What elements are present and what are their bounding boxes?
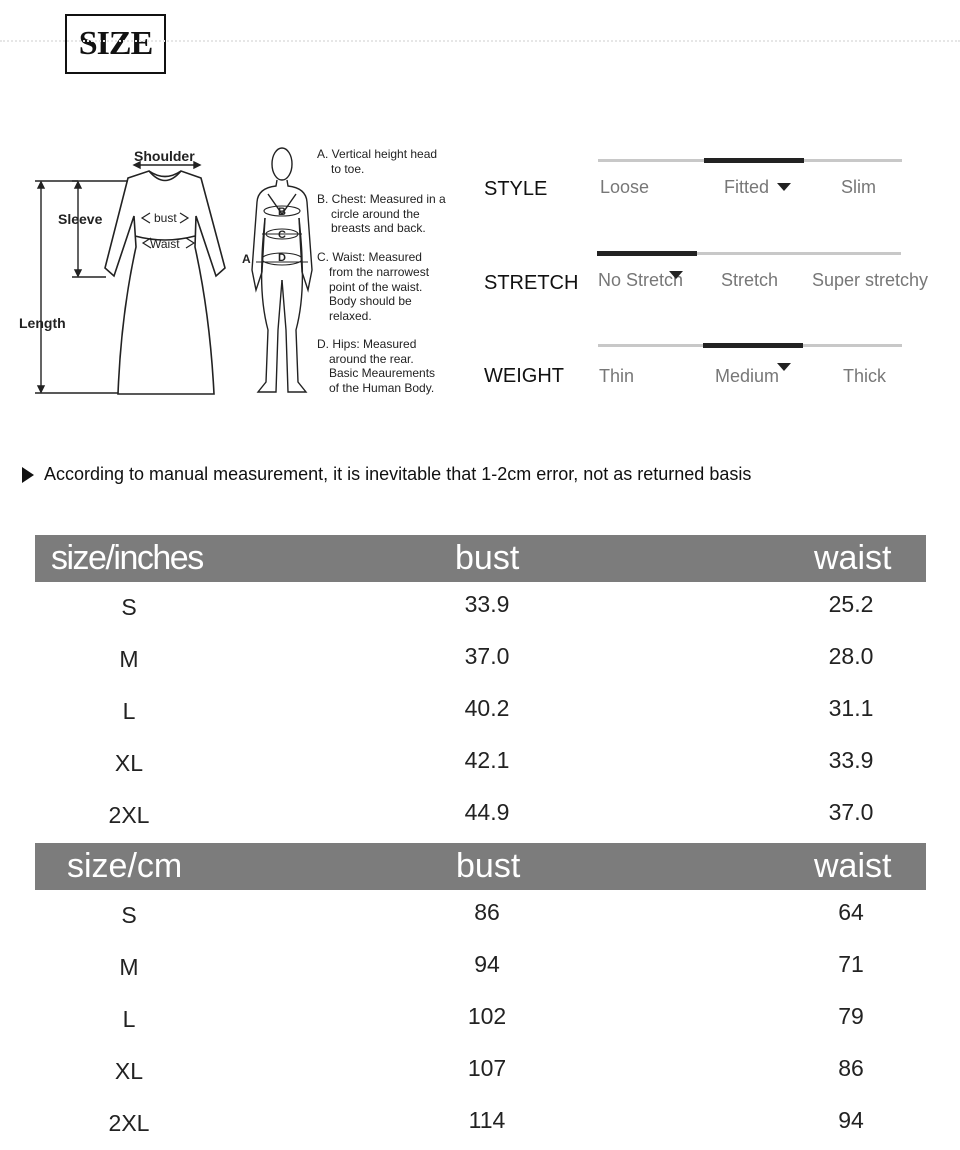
play-triangle-icon	[22, 467, 34, 483]
header-size: size/cm	[67, 847, 183, 885]
sleeve-arrow-icon	[72, 181, 128, 277]
note-d-line-4: of the Human Body.	[329, 381, 435, 395]
cell-waist: 28.0	[828, 643, 874, 669]
cell-waist: 25.2	[828, 591, 874, 617]
cell-bust: 86	[474, 899, 500, 925]
stretch-scale	[484, 251, 934, 311]
table-header	[35, 535, 926, 582]
weight-selected-marker-icon	[777, 363, 791, 371]
cell-size: XL	[114, 1058, 144, 1084]
cell-size: L	[122, 698, 136, 724]
note-a-line-2: to toe.	[331, 162, 365, 176]
sleeve-label: Sleeve	[58, 211, 103, 227]
table-header	[35, 843, 926, 890]
weight-track-active	[703, 343, 803, 348]
cell-size: S	[121, 594, 137, 620]
measurement-diagram-svg	[0, 130, 460, 410]
table-row	[35, 890, 926, 942]
style-track-active	[704, 158, 804, 163]
table-row	[35, 1098, 926, 1150]
cell-bust: 42.1	[464, 747, 510, 773]
weight-option-thick: Thick	[843, 366, 887, 386]
cell-size: 2XL	[108, 1110, 150, 1136]
header-waist: waist	[814, 539, 892, 577]
table-row	[35, 790, 926, 842]
weight-option-thin: Thin	[599, 366, 635, 386]
stretch-option-stretch: Stretch	[721, 270, 779, 290]
note-c-line-2: from the narrowest	[329, 265, 430, 279]
bust-label: bust	[154, 211, 177, 225]
measurement-notes	[317, 147, 446, 395]
weight-label: WEIGHT	[484, 365, 564, 387]
marker-b: B	[278, 206, 286, 218]
note-c-line-3: point of the waist.	[329, 280, 423, 294]
cell-bust: 44.9	[464, 799, 510, 825]
note-d-line-1: D. Hips: Measured	[317, 337, 417, 351]
table-row	[35, 942, 926, 994]
cell-bust: 114	[468, 1107, 506, 1133]
divider	[0, 40, 960, 42]
stretch-selected-marker-icon	[669, 271, 683, 279]
table-row	[35, 738, 926, 790]
note-d-line-2: around the rear.	[329, 352, 414, 366]
cell-waist: 33.9	[828, 747, 874, 773]
shoulder-label: Shoulder	[134, 148, 195, 164]
cell-bust: 94	[474, 951, 500, 977]
weight-option-medium: Medium	[715, 366, 780, 386]
style-scale	[484, 158, 934, 218]
cell-bust: 107	[467, 1055, 507, 1081]
header-bust: bust	[456, 847, 521, 885]
length-label: Length	[19, 315, 66, 331]
cell-waist: 94	[838, 1107, 864, 1133]
dress-icon	[105, 171, 225, 394]
cell-bust: 37.0	[464, 643, 510, 669]
note-c-line-1: C. Waist: Measured	[317, 250, 422, 264]
cell-waist: 37.0	[828, 799, 874, 825]
cell-waist: 86	[838, 1055, 864, 1081]
note-b-line-1: B. Chest: Measured in a	[317, 192, 446, 206]
table-row	[35, 1046, 926, 1098]
cell-waist: 64	[838, 899, 864, 925]
header-waist: waist	[814, 847, 892, 885]
cell-waist: 31.1	[828, 695, 874, 721]
stretch-option-no-stretch: No Stretch	[598, 270, 684, 290]
cell-size: M	[119, 954, 139, 980]
size-table-inches	[35, 535, 926, 842]
note-c-line-5: relaxed.	[329, 309, 372, 323]
note-b-line-2: circle around the	[331, 207, 420, 221]
marker-c: C	[278, 229, 286, 241]
measurement-note-text: According to manual measurement, it is inevitable that 1-2cm error, not as returned basis	[44, 464, 752, 484]
style-selected-marker-icon	[777, 183, 791, 191]
stretch-track	[597, 252, 901, 255]
cell-bust: 40.2	[464, 695, 510, 721]
note-b-line-3: breasts and back.	[331, 221, 426, 235]
cell-waist: 71	[838, 951, 864, 977]
cell-bust: 102	[467, 1003, 507, 1029]
style-label: STYLE	[484, 178, 548, 200]
cell-size: L	[122, 1006, 136, 1032]
cell-size: S	[121, 902, 137, 928]
header-size: size/inches	[51, 539, 203, 577]
style-track	[598, 159, 902, 162]
note-c-line-4: Body should be	[329, 294, 412, 308]
stretch-option-super-stretchy: Super stretchy	[812, 270, 929, 290]
stretch-label: STRETCH	[484, 272, 579, 294]
measurement-note	[22, 464, 751, 485]
marker-d: D	[278, 252, 286, 264]
cell-size: 2XL	[108, 802, 150, 828]
style-option-fitted: Fitted	[724, 177, 770, 197]
waist-label: Waist	[150, 237, 180, 251]
cell-waist: 79	[838, 1003, 864, 1029]
cell-size: M	[119, 646, 139, 672]
note-d-line-3: Basic Meaurements	[329, 366, 436, 380]
weight-scale	[484, 343, 934, 403]
style-option-slim: Slim	[841, 177, 876, 197]
style-option-loose: Loose	[600, 177, 650, 197]
size-table-cm	[35, 843, 926, 1150]
weight-track	[598, 344, 902, 347]
note-a-line-1: A. Vertical height head	[317, 147, 438, 161]
page-title: SIZE	[65, 14, 166, 74]
cell-bust: 33.9	[464, 591, 510, 617]
cell-size: XL	[114, 750, 144, 776]
table-row	[35, 994, 926, 1046]
table-row	[35, 686, 926, 738]
marker-a: A	[242, 252, 251, 266]
table-row	[35, 634, 926, 686]
measurement-diagram	[0, 130, 460, 410]
table-row	[35, 582, 926, 634]
header-bust: bust	[455, 539, 520, 577]
human-figure-icon	[252, 148, 312, 392]
stretch-track-active	[597, 251, 697, 256]
